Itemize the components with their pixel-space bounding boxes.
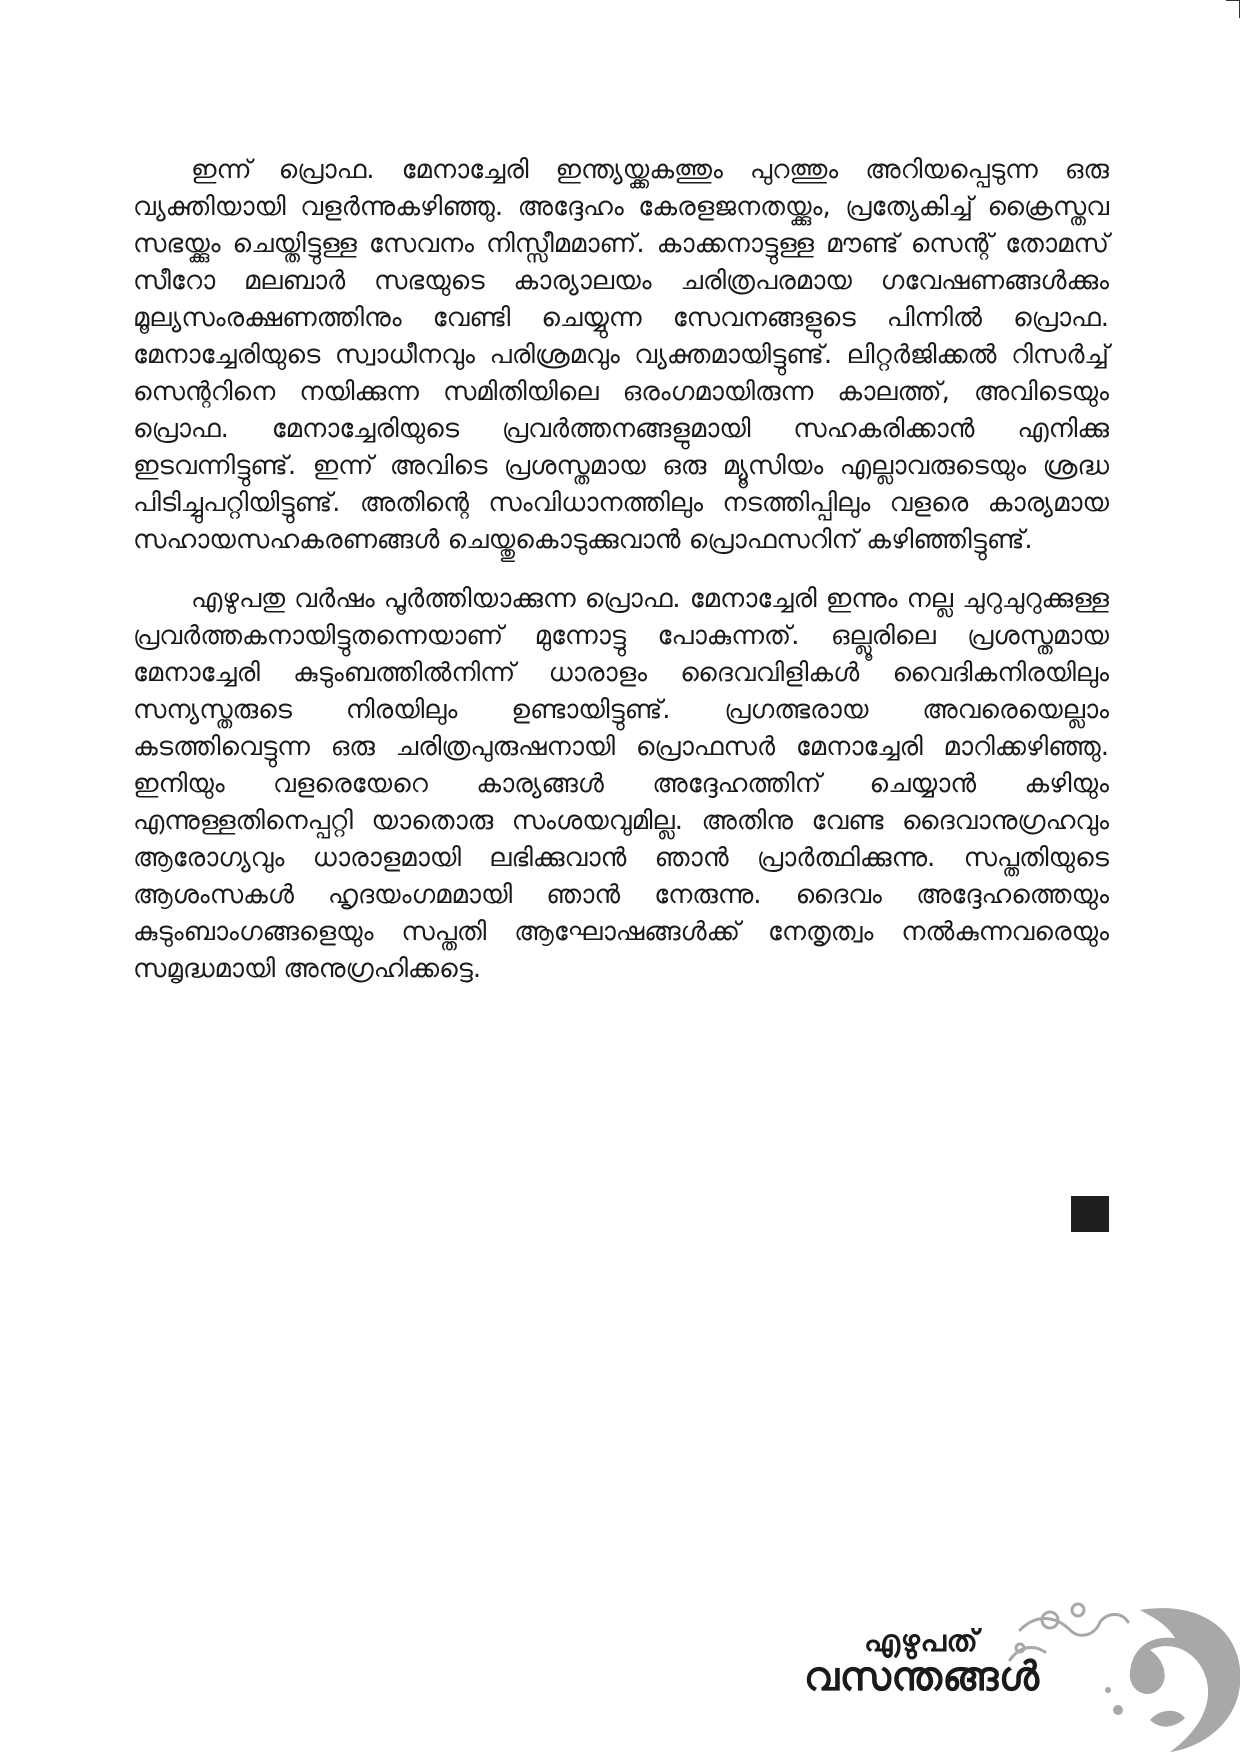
body-text [133,152,1109,1010]
logo-title-line-1: എഴുപത് [864,1624,979,1659]
logo-title-line-2: വസന്തങ്ങള്‍ [804,1654,1040,1700]
paragraph-2: എഴുപതു വര്‍ഷം പൂര്‍ത്തിയാക്കുന്ന പ്രൊഫ. മേനാച്ചേരി ഇന്നും നല്ല ചുറുചുറുക്കുള്ള പ്രവര്‍ത്തകനായിട്ടുതന്നെയാണ് മുന്നോട്ടു പോകുന്നത്. ഒല്ലൂരിലെ പ്രശസ്തമായ മേനാച്ചേരി കുടുംബത്തില്‍നിന്ന് ധാരാളം ദൈവവിളികള്‍ വൈദികനിരയിലും സന്യസ്തരുടെ നിരയിലും ഉണ്ടായിട്ടുണ്ട്. പ്രഗത്ഭരായ അവരെയെല്ലാം കടത്തിവെട്ടുന്ന ഒരു ചരിത്രപുരുഷനായി പ്രൊഫസര്‍ മേനാച്ചേരി മാറിക്കഴിഞ്ഞു. ഇനിയും വളരെയേറെ കാര്യങ്ങള്‍ അദ്ദേഹത്തിന് ചെയ്യാന്‍ കഴിയും എന്നുള്ളതിനെപ്പറ്റി യാതൊരു സംശയവുമില്ല. അതിനു വേണ്ട ദൈവാനുഗ്രഹവും ആരോഗ്യവും ധാരാളമായി ലഭിക്കുവാന്‍ ഞാന്‍ പ്രാര്‍ത്ഥിക്കുന്നു. സപ്തതിയുടെ ആശംസകള്‍ ഹൃദയംഗമമായി ഞാന്‍ നേരുന്നു. ദൈവം അദ്ദേഹത്തെയും കുടുംബാംഗങ്ങളെയും സപ്തതി ആഘോഷങ്ങള്‍ക്ക് നേതൃത്വം നല്‍കുന്നവരെയും സമൃദ്ധമായി അനുഗ്രഹിക്കട്ടെ. [133,584,1109,984]
footer-logo [800,1590,1240,1754]
paragraph-1: ഇന്ന് പ്രൊഫ. മേനാച്ചേരി ഇന്ത്യയ്ക്കകത്തും പുറത്തും അറിയപ്പെടുന്ന ഒരു വ്യക്തിയായി വളര്‍ന്നുകഴിഞ്ഞു. അദ്ദേഹം കേരളജനതയ്ക്കും, പ്രത്യേകിച്ച് ക്രൈസ്തവ സഭയ്ക്കും ചെയ്തിട്ടുള്ള സേവനം നിസ്സീമമാണ്. കാക്കനാട്ടുള്ള മൗണ്ട് സെന്റ് തോമസ് സീറോ മലബാര്‍ സഭയുടെ കാര്യാലയം ചരിത്രപരമായ ഗവേഷണങ്ങള്‍ക്കും മൂല്യസംരക്ഷണത്തിനും വേണ്ടി ചെയ്യുന്ന സേവനങ്ങളുടെ പിന്നില്‍ പ്രൊഫ. മേനാച്ചേരിയുടെ സ്വാധീനവും പരിശ്രമവും വ്യക്തമായിട്ടുണ്ട്. ലിറ്റര്‍ജിക്കല്‍ റിസര്‍ച്ച് സെന്ററിനെ നയിക്കുന്ന സമിതിയിലെ ഒരംഗമായിരുന്ന കാലത്ത്, അവിടെയും പ്രൊഫ. മേനാച്ചേരിയുടെ പ്രവര്‍ത്തനങ്ങളുമായി സഹകരിക്കാന്‍ എനിക്കു ഇടവന്നിട്ടുണ്ട്. ഇന്ന് അവിടെ പ്രശസ്തമായ ഒരു മ്യൂസിയം എല്ലാവരുടെയും ശ്രദ്ധ പിടിച്ചുപറ്റിയിട്ടുണ്ട്. അതിന്റെ സംവിധാനത്തിലും നടത്തിപ്പിലും വളരെ കാര്യമായ സഹായസഹകരണങ്ങള്‍ ചെയ്തുകൊടുക്കുവാന്‍ പ്രൊഫസറിന് കഴിഞ്ഞിട്ടുണ്ട്. [133,155,1109,555]
end-of-article-mark [1071,1196,1109,1232]
crop-mark [1226,0,1240,18]
